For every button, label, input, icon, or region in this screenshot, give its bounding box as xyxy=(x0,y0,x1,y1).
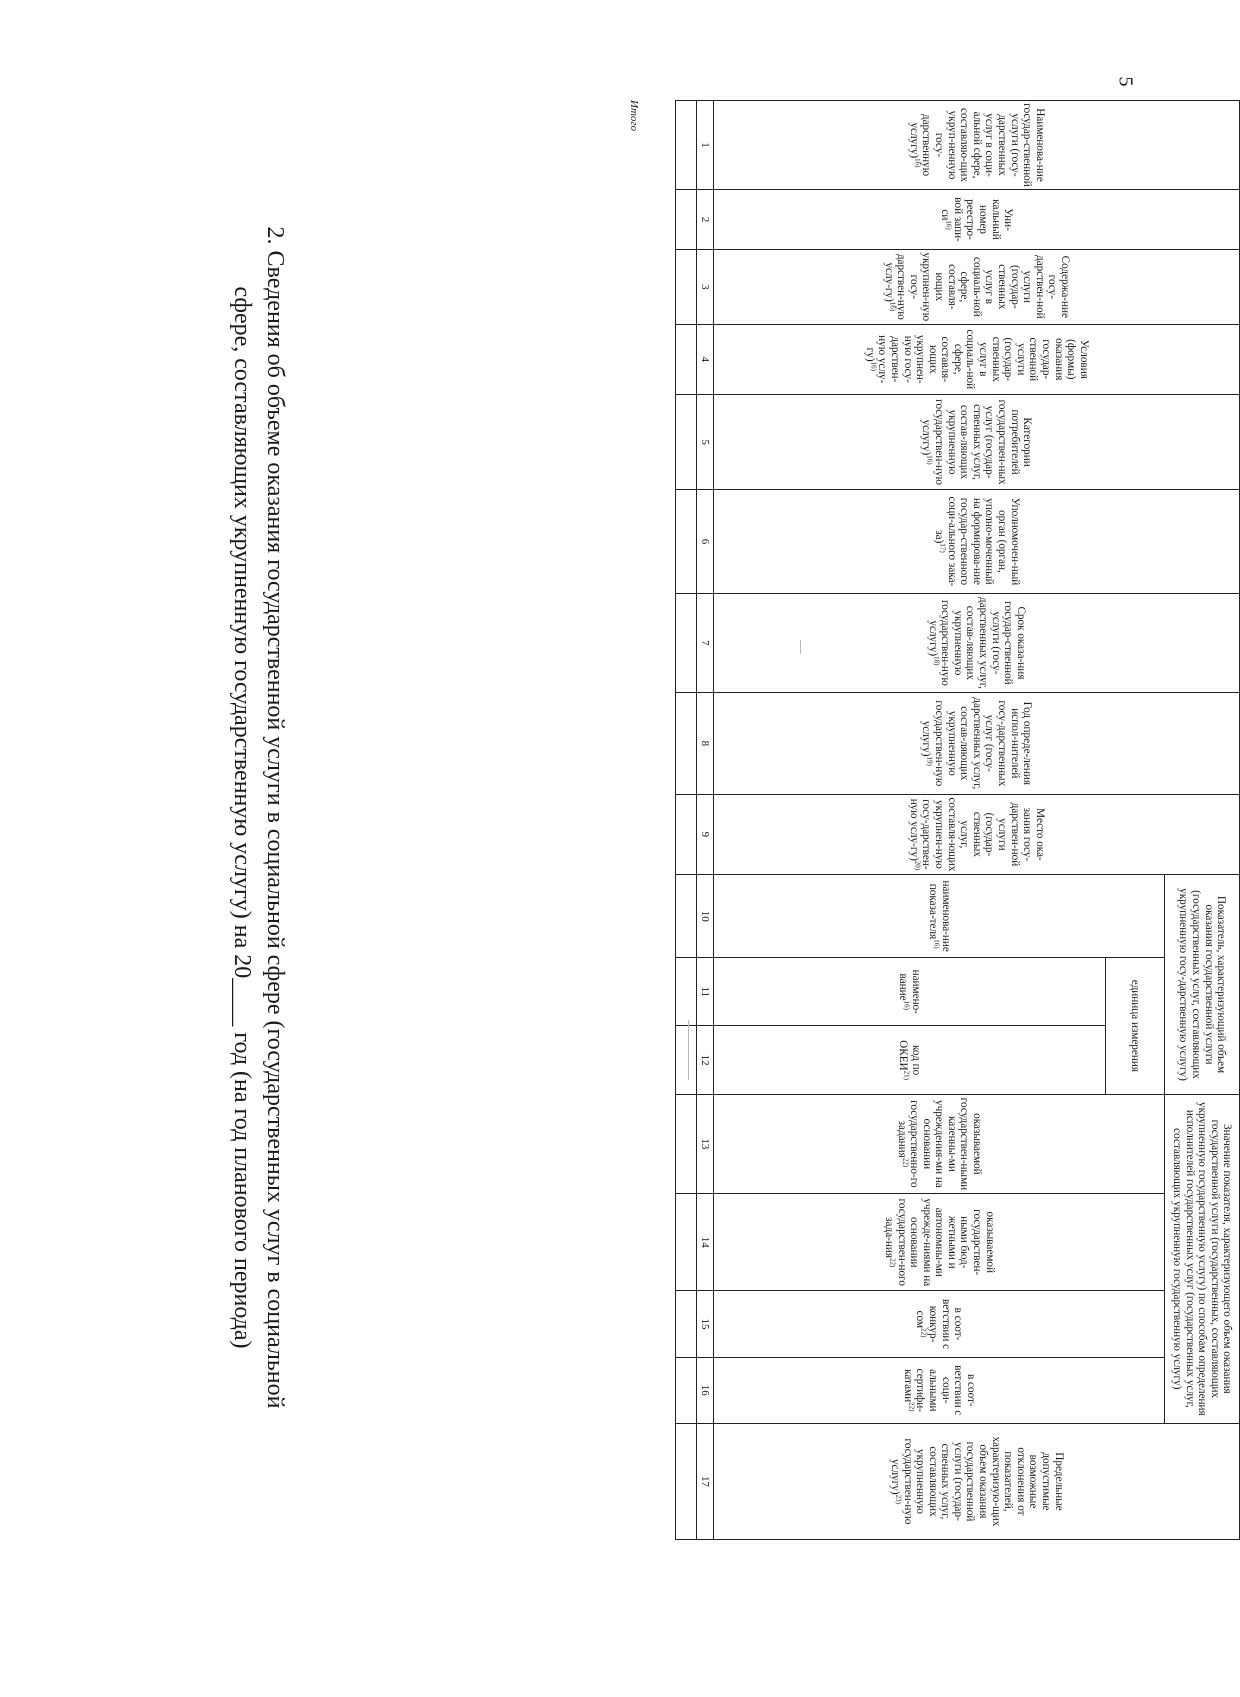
scan-artifact-dot xyxy=(800,640,801,654)
header-col-16: в соот-ветствии с соци-альными сертифи-катами$^{22)}$ xyxy=(714,1357,1165,1423)
column-number-cell: 16 xyxy=(697,1357,714,1423)
header-col-9: Место ока-зания госу-дарствен-ной услуги (государ-ственных услуг, составля-ющих укрупнен-ную госу-дарствен-ную услу-гу)$^{20)}$ xyxy=(714,794,1240,875)
column-number-cell: 7 xyxy=(697,593,714,692)
header-col-14: оказываемой государствен-ными бюд-жетными и автономны-ми учрежде-ниями на основании государствен-ного зада-ния$^{22)}$ xyxy=(714,1194,1165,1291)
total-row-cell[interactable] xyxy=(676,394,697,489)
column-number-cell: 9 xyxy=(697,794,714,875)
total-row-cell[interactable] xyxy=(676,190,697,250)
header-group-indicator: Показатель, характеризующий объем оказания государственной услуги (государственных услуг, составляющих укрупненную госу-дарственную услугу) xyxy=(1165,875,1240,1094)
section-title-line-1: 2. Сведения об объеме оказания государственной услуги в социальной сфере (государственных услуг в социальной xyxy=(262,226,288,1409)
header-group-value: Значение показателя, характеризующего объем оказания государственной услуги (государственных, составляющих укрупненную государственную услугу) по способам определения исполнителей государственных услуг (государственных услуг, составляющих укрупненную государственную услугу) xyxy=(1165,1094,1240,1423)
column-number-cell: 15 xyxy=(697,1291,714,1357)
header-col-11: наимено-вание$^{16)}$ xyxy=(714,958,1106,1026)
scan-artifact-line xyxy=(688,1020,689,1080)
total-row-cell[interactable] xyxy=(676,1291,697,1357)
header-col-13: оказываемой государствен-ными казенны-ми учреждения-ми на основании государственно-го задания$^{22)}$ xyxy=(714,1094,1165,1193)
column-number-cell: 14 xyxy=(697,1194,714,1291)
column-number-cell: 5 xyxy=(697,394,714,489)
total-row-cell[interactable] xyxy=(676,1357,697,1423)
header-col-2: Уни-кальный номер реестро-вой запи-$си^{16)}$ xyxy=(714,190,1240,250)
total-row-cell[interactable] xyxy=(676,794,697,875)
total-row-cell[interactable] xyxy=(676,1094,697,1193)
landscape-page-content xyxy=(200,45,1240,1590)
total-row-cell[interactable] xyxy=(676,1194,697,1291)
total-row xyxy=(676,101,697,1540)
column-number-cell: 13 xyxy=(697,1094,714,1193)
column-number-cell: 17 xyxy=(697,1423,714,1539)
total-label: Итого xyxy=(628,100,640,132)
section-title xyxy=(225,45,291,1590)
column-number-cell: 6 xyxy=(697,490,714,594)
page-number: 5 xyxy=(1114,76,1137,87)
header-col-10: наименова-ние показа-теля$^{16)}$ xyxy=(714,875,1165,958)
column-number-cell: 8 xyxy=(697,693,714,794)
total-row-cell[interactable] xyxy=(676,250,697,325)
total-row-cell[interactable] xyxy=(676,693,697,794)
header-col-6: Уполномочен-ный орган (орган, уполно-моченный на формирова-ние государ-ственного соци-ального зака-за)$^{17)}$ xyxy=(714,490,1240,594)
total-row-cell[interactable] xyxy=(676,958,697,1026)
header-col-5: Категории потребителей государствен-ных услуг (государ-ственных услуг, состав-ляющих укрупненную государствен-ную услугу)$^{16)}$ xyxy=(714,394,1240,489)
header-unit-group: единица измерения xyxy=(1105,958,1164,1095)
column-number-cell: 12 xyxy=(697,1026,714,1094)
total-row-cell[interactable] xyxy=(676,324,697,394)
section-title-line-2: сфере, составляющих укрупненную государственную услугу) на 20____ год (на год планового периода) xyxy=(229,286,255,1349)
column-number-cell: 10 xyxy=(697,875,714,958)
header-col-4: Условия (формы) оказания государ-ственной услуги (государ-ственных услуг в социаль-ной сфере, составля-ющих укрупнен-ную госу-дарствен-ную услу-гу)$^{16)}$ xyxy=(714,324,1240,394)
total-row-cell[interactable] xyxy=(676,593,697,692)
header-col-12: код по ОКЕИ$^{21)}$ xyxy=(714,1026,1106,1094)
column-number-cell: 2 xyxy=(697,190,714,250)
column-number-cell: 4 xyxy=(697,324,714,394)
total-row-cell[interactable] xyxy=(676,101,697,190)
header-col-3: Содержа-ние госу-дарствен-ной услуги (государ-ственных услуг в социаль-ной сфере, составля-ющих укрупнен-ную госу-дарствен-ную услу-гу)$^{16)}$ xyxy=(714,250,1240,325)
column-number-cell: 3 xyxy=(697,250,714,325)
header-col-1: Наименова-ние государ-ственной услуги (госу-дарственных услуг в соци-альной сфере, составляю-щих укруп-ненную госу-дарственную услугу)$^{16)}$ xyxy=(714,101,1240,190)
header-col-17: Предельные допустимые возможные отклонения от показателей, характеризую-щих объем оказания государственной услуги (государ-ственных услуг, составляющих укрупненную государствен-ную услугу)$^{23)}$ xyxy=(714,1423,1240,1539)
total-row-cell[interactable] xyxy=(676,1026,697,1094)
column-number-cell: 11 xyxy=(697,958,714,1026)
column-number-row xyxy=(697,101,714,1540)
column-number-cell: 1 xyxy=(697,101,714,190)
header-row-1 xyxy=(1165,101,1240,1540)
total-row-cell[interactable] xyxy=(676,1423,697,1539)
volume-table xyxy=(675,100,1240,1540)
total-row-cell[interactable] xyxy=(676,875,697,958)
header-col-8: Год опреде-ления испол-нителей госу-дарственных услуг (госу-дарственных услуг, состав-ляющих укрупненную государствен-ную услугу)$^{19)}$ xyxy=(714,693,1240,794)
total-row-cell[interactable] xyxy=(676,490,697,594)
header-col-7: Срок оказа-ния государ-ственной услуги (госу-дарственных услуг, состав-ляющих укрупненную государствен-ную услугу)$^{18)}$ xyxy=(714,593,1240,692)
header-col-15: в соот-ветствии с конкур-сом$^{22)}$ xyxy=(714,1291,1165,1357)
volume-table-container xyxy=(675,100,1240,1540)
